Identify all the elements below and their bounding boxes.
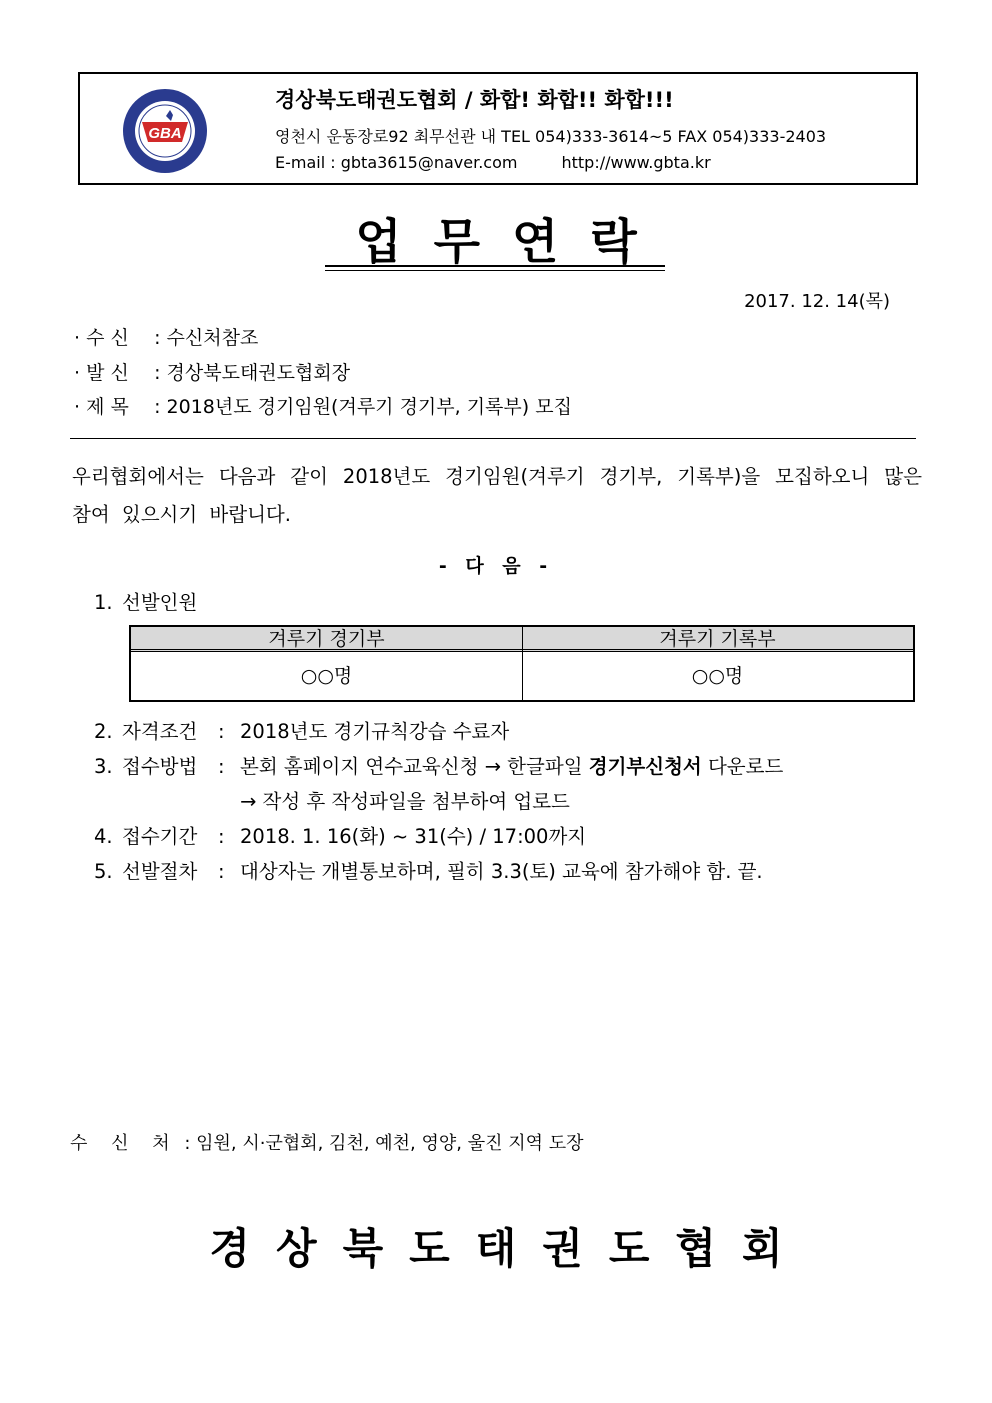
- item-colon: :: [218, 720, 225, 743]
- table-cell: ○○명: [300, 665, 353, 687]
- item-text-bold: 경기부신청서: [588, 755, 702, 778]
- item-application-method-cont: → 작성 후 작성파일을 첨부하여 업로드: [240, 790, 570, 813]
- meta-key: 수 신: [86, 327, 129, 349]
- recipient-text: : 임원, 시·군협회, 김천, 예천, 영양, 울진 지역 도장: [178, 1133, 584, 1154]
- letterhead-org-line: 경상북도태권도협회 / 화합! 화합!! 화합!!!: [275, 88, 674, 112]
- table-header-cell: 겨루기 경기부: [131, 627, 522, 652]
- logo-lettering: GBA: [148, 125, 182, 142]
- item-text: 본회 홈페이지 연수교육신청 → 한글파일: [240, 755, 589, 778]
- meta-subject: [74, 392, 572, 419]
- meta-value: : 2018년도 경기임원(겨루기 경기부, 기록부) 모집: [154, 396, 572, 418]
- item-label: 자격조건: [122, 720, 198, 743]
- meta-value: : 경상북도태권도협회장: [154, 362, 351, 384]
- item-application-method: [94, 751, 783, 779]
- item-text: 대상자는 개별통보하며, 필히 3.3(토) 교육에 참가해야 함. 끝.: [240, 860, 763, 883]
- details-heading: - 다 음 -: [438, 555, 554, 577]
- document-title: 업무연락: [355, 214, 669, 270]
- item-text: 2018. 1. 16(화) ~ 31(수) / 17:00까지: [240, 825, 587, 848]
- item-label: 접수방법: [122, 755, 198, 778]
- item-text: 다운로드: [701, 755, 784, 778]
- meta-value: : 수신처참조: [154, 327, 259, 349]
- item-application-period: [94, 821, 586, 849]
- bullet: ·: [74, 327, 81, 349]
- item-selection-procedure: [94, 856, 763, 884]
- item-label: 선발인원: [122, 591, 198, 614]
- bullet: ·: [74, 396, 81, 418]
- item-label: 접수기간: [122, 825, 198, 848]
- item-number: 4.: [94, 825, 113, 848]
- item-number: 5.: [94, 860, 113, 883]
- title-underline-thin: [325, 270, 665, 271]
- item-number: 3.: [94, 755, 113, 778]
- item-selection-count: [94, 587, 197, 615]
- letterhead-address: 영천시 운동장로92 최무선관 내 TEL 054)333-3614~5 FAX 054)333-2403: [275, 127, 827, 146]
- item-colon: :: [218, 825, 225, 848]
- recipient-label: 수 신 처: [70, 1133, 179, 1154]
- intro-paragraph: 우리협회에서는 다음과 같이 2018년도 경기임원(겨루기 경기부, 기록부)을 모집하오니 많은 참여 있으시기 바랍니다.: [72, 465, 922, 526]
- meta-key: 발 신: [86, 362, 129, 384]
- letterhead-contact: [275, 153, 711, 172]
- document-date: 2017. 12. 14(목): [744, 291, 890, 312]
- meta-recipient: [74, 323, 258, 350]
- email-link[interactable]: gbta3615@naver.com: [340, 153, 518, 172]
- item-number: 2.: [94, 720, 113, 743]
- section-divider: [70, 438, 916, 439]
- email-label: E-mail :: [275, 153, 341, 172]
- item-text: 2018년도 경기규칙강습 수료자: [240, 720, 510, 743]
- meta-key: 제 목: [86, 396, 129, 418]
- table-cell: ○○명: [691, 665, 744, 687]
- table-header-cell: 겨루기 기록부: [522, 627, 913, 652]
- item-colon: :: [218, 755, 225, 778]
- website-link[interactable]: http://www.gbta.kr: [561, 153, 711, 172]
- table-column-divider: [522, 627, 523, 700]
- item-label: 선발절차: [122, 860, 198, 883]
- meta-sender: [74, 358, 350, 385]
- association-logo: [122, 88, 208, 174]
- item-colon: :: [218, 860, 225, 883]
- selection-table: [129, 625, 915, 702]
- item-number: 1.: [94, 591, 113, 614]
- bullet: ·: [74, 362, 81, 384]
- item-qualification: [94, 716, 509, 744]
- title-underline: [325, 265, 665, 267]
- recipient-list: [70, 1129, 583, 1155]
- footer-org-name: 경상북도태권도협회: [209, 1224, 809, 1273]
